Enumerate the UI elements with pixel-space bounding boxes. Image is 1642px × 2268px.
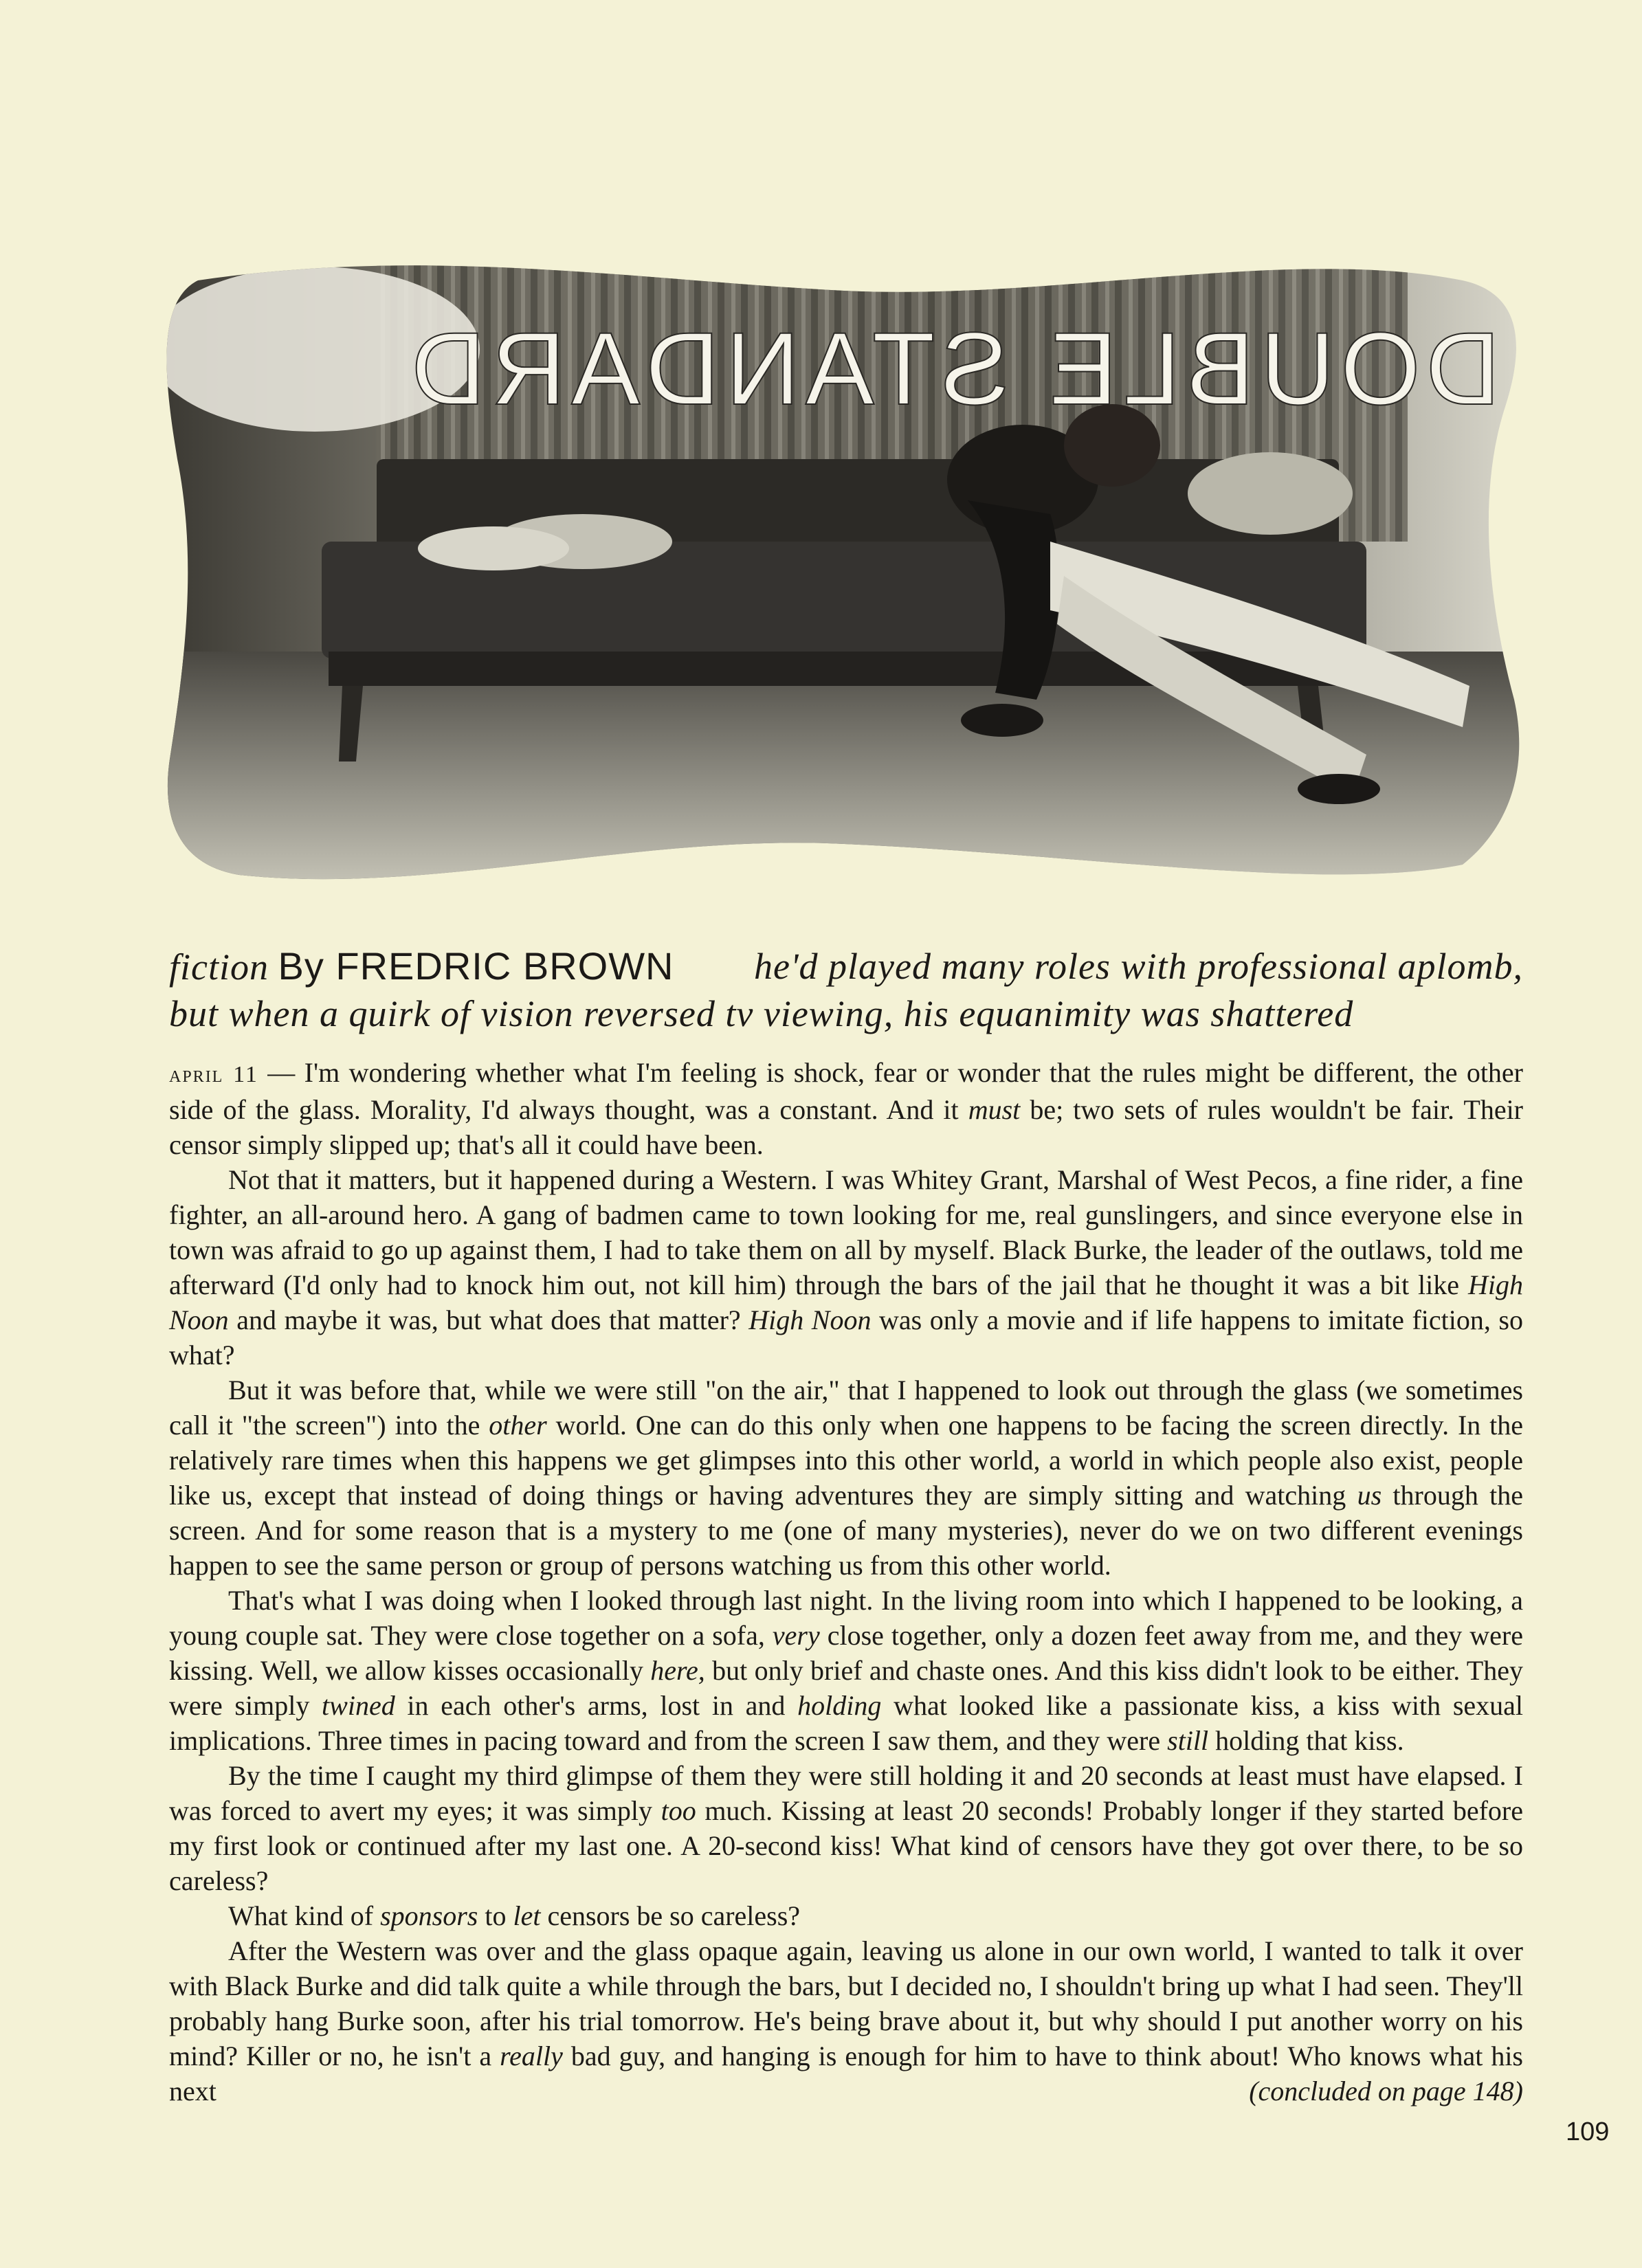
byline-block [169, 943, 1523, 1037]
emphasis: still [1167, 1725, 1209, 1756]
text-run: be; two sets of rules wouldn't be fair. Their censor simply slipped up; that's all it could have been. [169, 1094, 1524, 1160]
text-run: By the time I caught my third glimpse of them they were still holding it and 20 seconds at least must have elapsed. I was forced to avert my eyes; it was simply [169, 1760, 1523, 1826]
emphasis: High Noon [169, 1269, 1523, 1335]
emphasis: holding [797, 1690, 882, 1721]
paragraph-5 [169, 1758, 1523, 1898]
emphasis: must [968, 1094, 1021, 1125]
text-run: to [478, 1900, 513, 1931]
title-text: DOUBLE STANDARD [406, 311, 1500, 426]
paragraph-6 [169, 1898, 1523, 1933]
text-run: world. One can do this only when one happens to be facing the screen directly. In the relatively rare times when this happens we get glimpses into this other world, a world in which people also exist, people like us, except that instead of doing things or having adventures they are simply sitting and watching [169, 1410, 1524, 1511]
text-run: holding that kiss. [1208, 1725, 1404, 1756]
text-run: in each other's arms, lost in and [395, 1690, 798, 1721]
text-run: Not that it matters, but it happened during a Western. I was Whitey Grant, Marshal of West Pecos, a fine rider, a fine fighter, an all-around hero. A gang of badmen came to town looking for me, real gunslingers, and since everyone else in town was afraid to go up against them, I had to take them on all by myself. Black Burke, the leader of the outlaws, told me afterward (I'd only had to knock him out, not kill him) through the bars of the jail that he thought it was a bit like [169, 1164, 1523, 1300]
paragraph-4 [169, 1583, 1523, 1758]
deck-line-1: he'd played many roles with professional aplomb, [754, 946, 1523, 987]
emphasis: other [489, 1410, 547, 1441]
text-run: — I'm wondering whether what I'm feeling is shock, fear or wonder that the rules might be different, the other side of the glass. Morality, I'd always thought, was a constant. And it [169, 1057, 1524, 1125]
text-run: After the Western was over and the glass opaque again, leaving us alone in our own world, I wanted to talk it over with Black Burke and did talk quite a while through the bars, but I decided no, I shouldn't bring up what I had seen. They'll probably hang Burke soon, after his trial tomorrow. He's being brave about it, but why should I put another worry on his mind? Killer or no, he isn't a [169, 1935, 1523, 2071]
text-run: and maybe it was, but what does that matter? [228, 1304, 749, 1335]
couple-on-sofa-photo [157, 253, 1524, 892]
text-run: What kind of [228, 1900, 381, 1931]
text-run: what looked like a passionate kiss, a kiss with sexual implications. Three times in pacing toward and from the screen I saw them, and they were [169, 1690, 1524, 1756]
deck-line-2: but when a quirk of vision reversed tv viewing, his equanimity was shattered [169, 993, 1354, 1034]
dateline: april 11 [169, 1062, 258, 1087]
text-run: was only a movie and if life happens to imitate fiction, so what? [169, 1304, 1523, 1370]
continued-note: (concluded on page 148) [1249, 2076, 1523, 2106]
emphasis: sponsors [380, 1900, 478, 1931]
emphasis: here, [650, 1655, 705, 1686]
paragraph-2 [169, 1162, 1523, 1372]
emphasis: High Noon [748, 1304, 872, 1335]
emphasis: very [772, 1620, 820, 1651]
text-run: That's what I was doing when I looked through last night. In the living room into which I happened to be looking, a young couple sat. They were close together on a sofa, [169, 1585, 1523, 1651]
paragraph-3 [169, 1372, 1523, 1583]
paragraph-1 [169, 1055, 1523, 1162]
text-run: much. Kissing at least 20 seconds! Probably longer if they started before my first look or continued after my last one. A 20-second kiss! What kind of censors have they got over there, to be so careless? [169, 1795, 1523, 1896]
paragraph-7 [169, 1933, 1523, 2109]
emphasis: let [513, 1900, 541, 1931]
text-run: censors be so careless? [540, 1900, 801, 1931]
emphasis: too [661, 1795, 696, 1826]
text-run: But it was before that, while we were still "on the air," that I happened to look out through the glass (we sometimes call it "the screen") into the [169, 1375, 1523, 1441]
text-run: through the screen. And for some reason that is a mystery to me (one of many mysteries), never do we on two different evenings happen to see the same person or group of persons watching us from this other world. [169, 1480, 1523, 1581]
emphasis: us [1357, 1480, 1382, 1511]
article-body [169, 1055, 1523, 2109]
page-number: 109 [1566, 2117, 1610, 2146]
text-run: bad guy, and hanging is enough for him to have to think about! Who knows what his next [169, 2041, 1523, 2106]
text-run: but only brief and chaste ones. And this kiss didn't look to be either. They were simply [169, 1655, 1523, 1721]
text-run: close together, only a dozen feet away from me, and they were kissing. Well, we allow kisses occasionally [169, 1620, 1524, 1686]
emphasis: twined [322, 1690, 395, 1721]
category-label: fiction [169, 946, 269, 988]
emphasis: really [500, 2041, 563, 2071]
author-name: By FREDRIC BROWN [278, 944, 674, 988]
